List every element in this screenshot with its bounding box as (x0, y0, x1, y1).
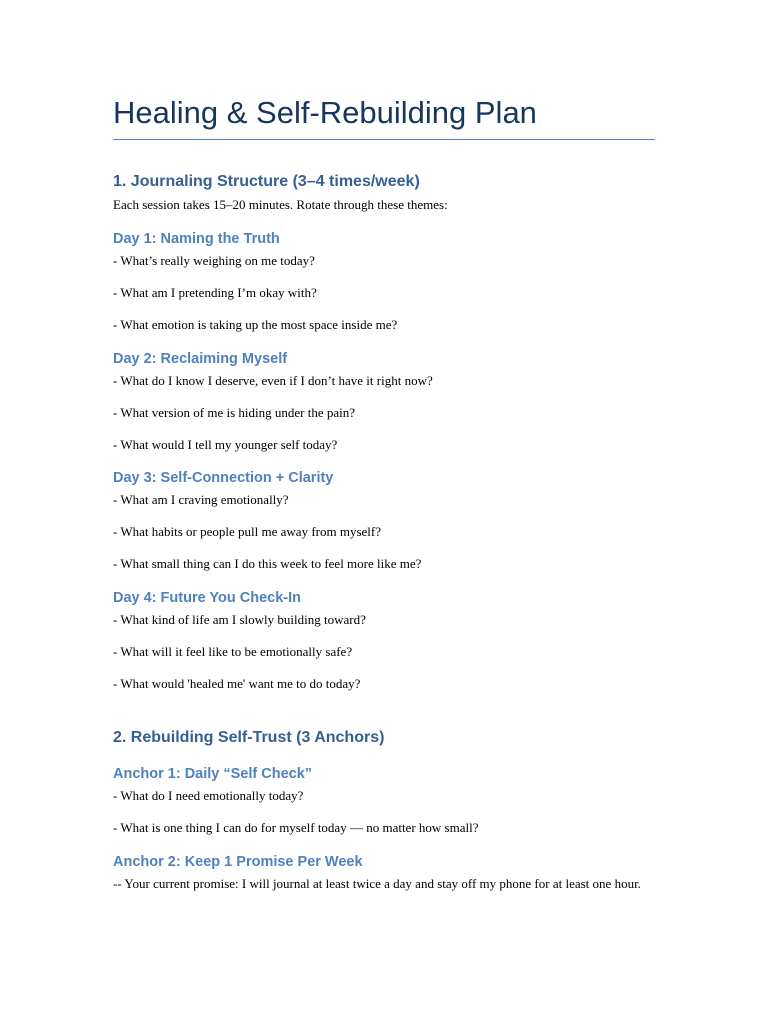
prompt-line: - What’s really weighing on me today? (113, 253, 315, 268)
prompt-line: - What am I pretending I’m okay with? (113, 285, 317, 300)
section-intro: Each session takes 15–20 minutes. Rotate through these themes: (113, 197, 448, 212)
anchor-line: -- Your current promise: I will journal at least twice a day and stay off my phone for at least one hour. (113, 876, 641, 891)
prompt-line: - What will it feel like to be emotionally safe? (113, 644, 353, 659)
anchor-heading-2: Anchor 2: Keep 1 Promise Per Week (113, 854, 363, 870)
prompt-line: - What kind of life am I slowly building toward? (113, 612, 366, 627)
anchor-line: - What is one thing I can do for myself today — no matter how small? (113, 820, 479, 835)
prompt-line: - What would 'healed me' want me to do today? (113, 676, 361, 691)
prompt-line: - What version of me is hiding under the pain? (113, 405, 356, 420)
anchor-line: - What do I need emotionally today? (113, 788, 304, 803)
anchor-heading-1: Anchor 1: Daily “Self Check” (113, 766, 313, 782)
prompt-line: - What habits or people pull me away from myself? (113, 524, 381, 539)
day-heading-3: Day 3: Self-Connection + Clarity (113, 470, 334, 486)
prompt-line: - What emotion is taking up the most space inside me? (113, 317, 398, 332)
section-heading-journaling: 1. Journaling Structure (3–4 times/week) (113, 173, 420, 190)
prompt-line: - What would I tell my younger self today? (113, 437, 338, 452)
prompt-line: - What am I craving emotionally? (113, 492, 289, 507)
prompt-line: - What do I know I deserve, even if I don’t have it right now? (113, 373, 433, 388)
day-heading-4: Day 4: Future You Check-In (113, 590, 301, 606)
section-heading-self-trust: 2. Rebuilding Self-Trust (3 Anchors) (113, 729, 385, 746)
title-underline (113, 139, 655, 140)
document-title: Healing & Self-Rebuilding Plan (113, 95, 537, 130)
day-heading-1: Day 1: Naming the Truth (113, 231, 280, 247)
prompt-line: - What small thing can I do this week to feel more like me? (113, 556, 422, 571)
day-heading-2: Day 2: Reclaiming Myself (113, 351, 288, 367)
